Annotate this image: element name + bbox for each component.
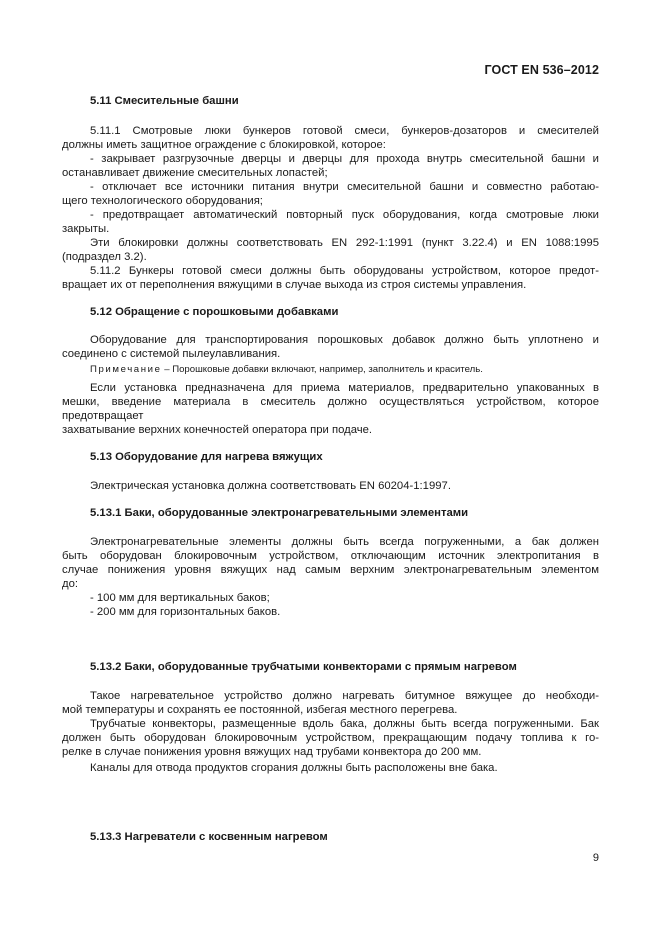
paragraph-line: Оборудование для транспортирования порошковых добавок должно быть уплотнено и [90, 334, 599, 346]
note [90, 363, 483, 377]
bullet-line: - предотвращает автоматический повторный пуск оборудования, когда смотровые люки [90, 209, 599, 221]
paragraph-line: Электрическая установка должна соответствовать EN 60204-1:1997. [90, 480, 451, 492]
bullet-line: - 100 мм для вертикальных баков; [90, 592, 270, 604]
paragraph-line: Если установка предназначена для приема материалов, предварительно упакованных в [90, 382, 599, 394]
section-title-5-13-2: 5.13.2 Баки, оборудованные трубчатыми конвекторами с прямым нагревом [90, 661, 517, 673]
paragraph-line: вращает их от переполнения вяжущими в случае выхода из строя системы управления. [62, 279, 527, 291]
note-text: – Порошковые добавки включают, например, заполнитель и краситель. [164, 364, 483, 375]
paragraph-line: должен быть оборудован блокировочным устройством, прекращающим подачу топлива к го- [62, 732, 599, 744]
paragraph-line: Трубчатые конвекторы, размещенные вдоль бака, должны быть всегда погруженными. Бак [90, 718, 599, 730]
paragraph-line: Эти блокировки должны соответствовать EN 292-1:1991 (пункт 3.22.4) и EN 1088:1995 [90, 237, 599, 249]
paragraph-line: до: [62, 578, 79, 590]
paragraph-line: предотвращает [62, 410, 144, 422]
paragraph-line: захватывание верхних конечностей оператора при подаче. [62, 424, 373, 436]
page-number: 9 [592, 852, 599, 864]
bullet-line: останавливает движение смесительных лопастей; [62, 167, 328, 179]
paragraph-line: Такое нагревательное устройство должно нагревать битумное вяжущее до необходи- [90, 690, 599, 702]
paragraph-line: соединено с системой пылеулавливания. [62, 348, 281, 360]
paragraph-line: 5.11.2 Бункеры готовой смеси должны быть оборудованы устройством, которое предот- [90, 265, 599, 277]
section-title-5-13: 5.13 Оборудование для нагрева вяжущих [90, 451, 323, 463]
bullet-line: закрыты. [62, 223, 110, 235]
section-title-5-11: 5.11 Смесительные башни [90, 95, 239, 107]
paragraph-line: случае понижения уровня вяжущих над самым верхним электронагревательным элементом [62, 564, 599, 576]
paragraph-line: мешки, введение материала в смеситель должно осуществляться устройством, которое [62, 396, 599, 408]
paragraph-line: Электронагревательные элементы должны быть всегда погруженными, а бак должен [90, 536, 599, 548]
bullet-line: - отключает все источники питания внутри смесительной башни и совместно работаю- [90, 181, 599, 193]
note-label: Примечание [90, 364, 162, 375]
paragraph-line: быть оборудован блокировочным устройством, отключающим источник электропитания в [62, 550, 599, 562]
document-code-header: ГОСТ EN 536–2012 [484, 63, 599, 77]
paragraph-line: должны иметь защитное ограждение с блокировкой, которое: [62, 139, 386, 151]
section-title-5-12: 5.12 Обращение с порошковыми добавками [90, 306, 339, 318]
section-title-5-13-3: 5.13.3 Нагреватели с косвенным нагревом [90, 831, 328, 843]
paragraph-line: (подраздел 3.2). [62, 251, 147, 263]
section-title-5-13-1: 5.13.1 Баки, оборудованные электронагревательными элементами [90, 507, 469, 519]
paragraph-line: мой температуры и сохранять ее постоянной, избегая местного перегрева. [62, 704, 458, 716]
paragraph-line: Каналы для отвода продуктов сгорания должны быть расположены вне бака. [90, 762, 498, 774]
bullet-line: - 200 мм для горизонтальных баков. [90, 606, 281, 618]
bullet-line: - закрывает разгрузочные дверцы и дверцы для прохода внутрь смесительной башни и [90, 153, 599, 165]
bullet-line: щего технологического оборудования; [62, 195, 263, 207]
paragraph-line: релке в случае понижения уровня вяжущих над трубами конвектора до 200 мм. [62, 746, 482, 758]
paragraph-line: 5.11.1 Смотровые люки бункеров готовой смеси, бункеров-дозаторов и смесителей [90, 125, 599, 137]
